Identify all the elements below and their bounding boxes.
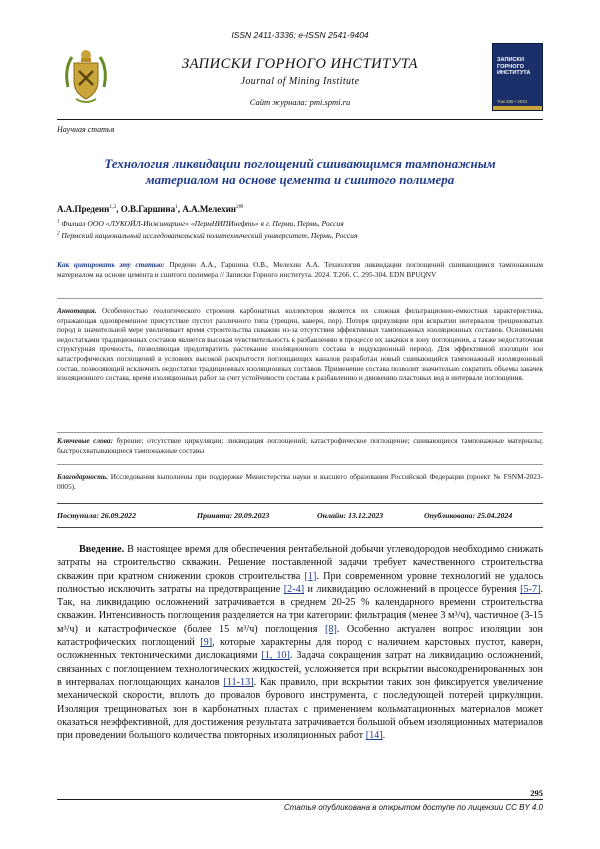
intro-text-segment: и ликвидацию осложнений в процессе бурения: [304, 583, 521, 595]
ack-text: Исследования выполнены при поддержке Министерства науки и высшего образования Российской Федерации (проект № FSNM-2023-0005).: [57, 472, 544, 491]
footer-divider: [57, 799, 543, 800]
journal-title: ЗАПИСКИ ГОРНОГО ИНСТИТУТА: [182, 56, 418, 72]
affiliation: [57, 231, 357, 240]
date-value: 26.09.2022: [100, 511, 136, 520]
article-title: Технология ликвидации поглощений сшивающимся тампонажным материалом на основе цемента и сшитого полимера: [104, 156, 496, 187]
author-sup: 1,2: [109, 204, 117, 210]
date-label: Поступила:: [57, 511, 99, 520]
issn-line: ISSN 2411-3336; e-ISSN 2541-9404: [231, 30, 369, 40]
intro-text-segment: В настоящее время для обеспечения рентабельной добычи углеводородов необходимо снижать затраты на строительство скважин. Решение поставленной задачи требует качественного строительства скважин при кратном снижении сроков строительства: [57, 544, 543, 582]
intro-text-segment: . При современном уровне технологий не удалось полностью исключить затраты на предотвращение: [57, 570, 543, 595]
intro-text-segment: . Особенно актуален вопрос изоляции зон катастрофических поглощений: [57, 623, 543, 649]
intro-text-segment: , которые характерны для пород с наличием карстовых пустот, каверн, осложненных тектоническими дислокациями: [57, 637, 543, 662]
reference-link[interactable]: [2-4]: [283, 583, 305, 595]
author-name[interactable]: А.А.Предеин: [57, 204, 110, 214]
abstract-text: Особенностью геологического строения карбонатных коллекторов является их сложная фильтрационно-емкостная характеристика, отражающая одновременное присутствие пустот различного типа (трещин, каверн, пор). Потеря циркуляции при вскрытии интервалов трещиноватых пород в значительной мере увеличивает время строительства скважин из-за отсутствия эффективных тампонажных изоляционных составов. Основными недостатками традиционных составов является высокая чувствительность к разбавлению в процессе их закачки в зону поглощения, а также недостаточная структурная прочность, позволяющая предотвратить растекание изоляционного состава в индукционный период. Для эффективной изоляции зон катастрофических поглощений в условиях высокой раскрытости поглощающих каналов разработан новый сшивающийся тампонажный изоляционный состав, позволяющий исключить недостатки традиционных изоляционных составов. Применение состава позволит значительно сократить объемы закачек изоляционного состава, время изоляционных работ за счет устойчивости состава к разбавлению и движению пластовых вод в интервале поглощения.: [57, 306, 543, 383]
intro-text-segment: .: [382, 730, 386, 742]
reference-link[interactable]: [9]: [200, 637, 213, 649]
intro-text-segment: . Так, на ликвидацию осложнений затрачивается в среднем 20-25 % календарного времени строительства скважин. Интенсивность поглощения разделяется на три категории: фильтрация (менее 3 м³/ч), частичное (3-15 м³/ч) и катастрофическое (более 15 м³/ч) поглощения: [57, 583, 544, 635]
journal-cover-image: [492, 43, 543, 111]
date-received: [57, 511, 136, 520]
header-divider: [57, 119, 543, 120]
journal-subtitle: Journal of Mining Institute: [240, 76, 360, 87]
affiliation-text: Пермский национальный исследовательский политехнический университет, Пермь, Россия: [61, 231, 358, 240]
intro-body: [57, 544, 543, 741]
cover-volume: Том 265 • 2024: [497, 99, 528, 104]
reference-link[interactable]: [11-13]: [223, 676, 254, 688]
date-value: 20.09.2023: [234, 511, 270, 520]
acknowledgment: [57, 472, 543, 491]
date-label: Онлайн:: [317, 511, 347, 520]
intro-text-segment: . Задача сокращения затрат на ликвидацию осложнений, связанных с поглощением технологических жидкостей, усложняется при вскрытии высокодренированных зон в интервалах поглощающих каналов: [57, 650, 543, 688]
date-value: 13.12.2023: [348, 511, 384, 520]
journal-site: Сайт журнала: pmi.spmi.ru: [249, 97, 351, 107]
date-published: [424, 511, 512, 520]
date-online: [317, 511, 383, 520]
affiliation-sup: 2: [57, 231, 60, 237]
affiliation-sup: 1: [57, 219, 60, 225]
author-name[interactable]: О.В.Гаршина: [120, 204, 176, 214]
affiliation-text: Филиал ООО «ЛУКОЙЛ-Инжиниринг» «ПермНИПИнефть» в г. Перми, Пермь, Россия: [61, 219, 344, 228]
author-sup: 2✉: [235, 204, 244, 210]
institute-crest-logo: [62, 47, 110, 107]
keywords-label: Ключевые слова:: [57, 436, 114, 445]
cover-strip: [493, 106, 542, 110]
article-type: Научная статья: [57, 125, 115, 134]
reference-link[interactable]: [5-7]: [520, 583, 541, 595]
date-value: 25.04.2024: [477, 511, 513, 520]
section-divider: [57, 464, 543, 465]
abstract: [57, 306, 543, 383]
section-divider: [57, 503, 543, 504]
date-label: Принята:: [197, 511, 233, 520]
author-sup: 1: [175, 204, 178, 210]
intro-text-segment: . Как правило, при вскрытии таких зон фиксируется увеличение механической скорости, вплоть до провалов бурового инструмента, с последующей потерей циркуляции. Изоляция трещиноватых зон в карбонатных пластах с применением кольматационных материалов может оказаться неэффективной, для достижения результата затрачивается большой объем изоляционных материалов при проведении большого количества повторных изоляционных работ: [57, 676, 543, 742]
reference-link[interactable]: [1, 10]: [261, 650, 290, 662]
date-accepted: [197, 511, 269, 520]
abstract-label: Аннотация.: [57, 306, 97, 315]
ack-label: Благодарность.: [57, 472, 108, 481]
citation-block: [57, 260, 543, 279]
section-divider: [57, 432, 543, 433]
reference-link[interactable]: [1]: [304, 570, 317, 582]
keywords: [57, 436, 543, 455]
keywords-text: бурение; отсутствие циркуляции; ликвидация поглощений; катастрофическое поглощение; сшивающиеся тампонажные материалы; быстросхватывающиеся тампонажные составы: [57, 436, 543, 455]
intro-label: Введение.: [79, 544, 125, 555]
author-name[interactable]: А.А.Мелехин: [182, 204, 236, 214]
section-divider: [57, 298, 543, 299]
introduction-paragraph: [57, 543, 543, 742]
citation-text: Предеин А.А., Гаршина О.В., Мелехин А.А. Технология ликвидации поглощений сшивающимся тампонажным материалом на основе цемента и сшитого полимера // Записки Горного института. 2024. Т.266. С. 295-304. EDN BPUQNV: [57, 260, 544, 279]
author-list: А.А.Предеин$^{1,2}$, О.В.Гаршина$^1$, А.А.Мелехин$^{2✉}$: [57, 204, 244, 214]
affiliation: [57, 219, 344, 228]
reference-link[interactable]: [8]: [324, 623, 337, 635]
citation-label: Как цитировать эту статью:: [57, 260, 165, 269]
license-note: Статья опубликована в открытом доступе по лицензии CC BY 4.0: [284, 803, 543, 812]
section-divider: [57, 527, 543, 528]
page-number: 295: [530, 788, 543, 798]
date-label: Опубликована:: [424, 511, 476, 520]
cover-title: ЗАПИСКИ ГОРНОГО ИНСТИТУТА: [497, 57, 531, 77]
reference-link[interactable]: [14]: [365, 730, 383, 742]
